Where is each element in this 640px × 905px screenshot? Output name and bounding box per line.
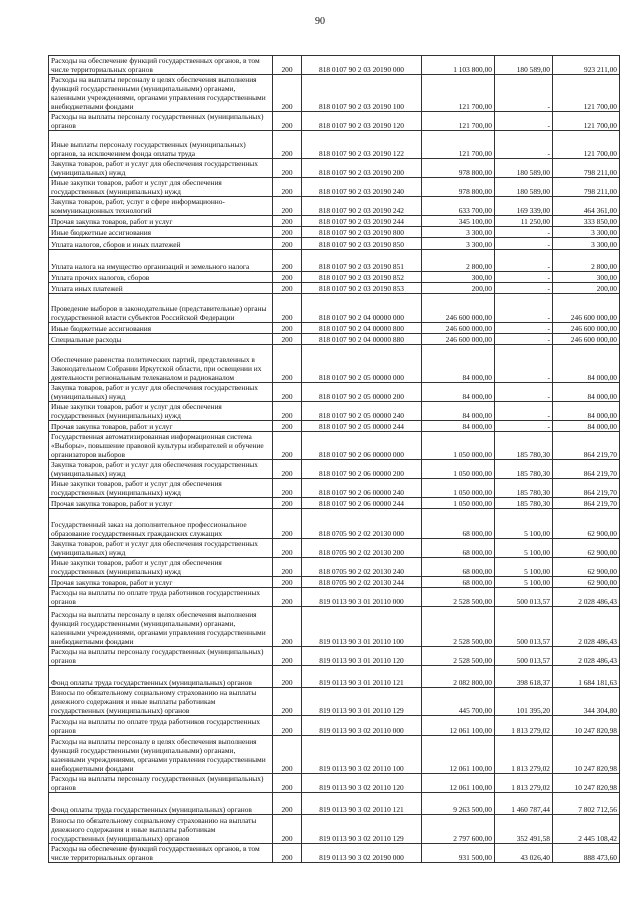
row-unexecuted-amount: 864 219,70 [553, 479, 620, 498]
table-row [49, 178, 620, 197]
row-approved-amount: 3 300,00 [422, 238, 495, 250]
row-name: Иные закупки товаров, работ и услуг для обеспечения государственных (муниципальных) нужд [49, 558, 273, 577]
row-name: Фонд оплаты труда государственных (муниципальных) органов [49, 793, 273, 815]
table-row [49, 688, 620, 716]
table-row [49, 402, 620, 421]
row-executed-amount: - [495, 112, 553, 131]
row-name: Прочая закупка товаров, работ и услуг [49, 498, 273, 509]
row-approved-amount: 12 061 100,00 [422, 716, 495, 736]
row-name: Взносы по обязательному социальному страхованию на выплаты денежного содержания и иные выплаты работникам государственных (муниципальных) органов [49, 815, 273, 844]
table-row [49, 479, 620, 498]
row-name: Уплата налога на имущество организаций и земельного налога [49, 250, 273, 272]
row-line-code: 200 [273, 432, 302, 460]
row-unexecuted-amount: 864 219,70 [553, 460, 620, 479]
row-classification-code: 818 0107 90 2 05 00000 244 [302, 421, 422, 432]
table-row [49, 498, 620, 509]
row-approved-amount: 2 082 800,00 [422, 666, 495, 688]
row-classification-code: 818 0107 90 2 03 20190 122 [302, 131, 422, 159]
row-line-code: 200 [273, 716, 302, 736]
row-line-code: 200 [273, 402, 302, 421]
row-executed-amount: - [495, 238, 553, 250]
row-executed-amount: - [495, 283, 553, 294]
row-approved-amount: 445 700,00 [422, 688, 495, 716]
row-name: Проведение выборов в законодательные (представительные) органы государственной власти субъектов Российской Федерации [49, 294, 273, 323]
row-line-code: 200 [273, 666, 302, 688]
row-classification-code: 819 0113 90 3 01 20110 000 [302, 588, 422, 607]
row-approved-amount: 121 700,00 [422, 75, 495, 112]
table-row [49, 736, 620, 774]
row-unexecuted-amount: 2 445 108,42 [553, 815, 620, 844]
table-row [49, 197, 620, 216]
table-row [49, 421, 620, 432]
row-name: Уплата иных платежей [49, 283, 273, 294]
row-line-code: 200 [273, 131, 302, 159]
row-executed-amount: 5 100,00 [495, 558, 553, 577]
row-line-code: 200 [273, 250, 302, 272]
table-row [49, 334, 620, 345]
row-unexecuted-amount: 10 247 820,98 [553, 774, 620, 793]
row-name: Иные закупки товаров, работ и услуг для обеспечения государственных (муниципальных) нужд [49, 178, 273, 197]
row-line-code: 200 [273, 159, 302, 178]
row-approved-amount: 1 050 000,00 [422, 432, 495, 460]
row-executed-amount: - [495, 227, 553, 238]
row-name: Расходы на выплаты по оплате труда работников государственных органов [49, 588, 273, 607]
table-row [49, 216, 620, 227]
row-line-code: 200 [273, 345, 302, 383]
row-name: Государственный заказ на дополнительное профессиональное образование государственных гражданских служащих [49, 509, 273, 539]
row-classification-code: 818 0107 90 2 05 00000 000 [302, 345, 422, 383]
row-classification-code: 818 0107 90 2 06 00000 240 [302, 479, 422, 498]
row-classification-code: 818 0107 90 2 03 20190 852 [302, 272, 422, 283]
row-name: Прочая закупка товаров, работ и услуг [49, 421, 273, 432]
row-approved-amount: 84 000,00 [422, 345, 495, 383]
row-classification-code: 818 0107 90 2 03 20190 853 [302, 283, 422, 294]
row-approved-amount: 200,00 [422, 283, 495, 294]
row-unexecuted-amount: 888 473,60 [553, 844, 620, 863]
row-line-code: 200 [273, 815, 302, 844]
row-classification-code: 818 0107 90 2 03 20190 242 [302, 197, 422, 216]
row-name: Расходы на выплаты персоналу в целях обеспечения выполнения функций государственными (муниципальными) органами, казенными учреждениями, органами управления государственными внебюджетными фондами [49, 607, 273, 647]
row-unexecuted-amount: 84 000,00 [553, 421, 620, 432]
row-line-code: 200 [273, 75, 302, 112]
row-classification-code: 819 0113 90 3 02 20110 000 [302, 716, 422, 736]
row-approved-amount: 2 797 600,00 [422, 815, 495, 844]
row-approved-amount: 12 061 100,00 [422, 774, 495, 793]
row-executed-amount: 398 618,37 [495, 666, 553, 688]
row-line-code: 200 [273, 294, 302, 323]
row-approved-amount: 246 600 000,00 [422, 294, 495, 323]
row-classification-code: 818 0107 90 2 03 20190 800 [302, 227, 422, 238]
row-approved-amount: 84 000,00 [422, 421, 495, 432]
row-line-code: 200 [273, 56, 302, 75]
row-executed-amount: 1 813 279,02 [495, 716, 553, 736]
table-row [49, 238, 620, 250]
row-name: Иные выплаты персоналу государственных (муниципальных) органов, за исключением фонда оплаты труда [49, 131, 273, 159]
row-classification-code: 818 0107 90 2 06 00000 000 [302, 432, 422, 460]
row-executed-amount: 5 100,00 [495, 539, 553, 558]
row-classification-code: 818 0107 90 2 03 20190 244 [302, 216, 422, 227]
row-unexecuted-amount: 3 300,00 [553, 227, 620, 238]
row-classification-code: 818 0107 90 2 06 00000 200 [302, 460, 422, 479]
row-name: Прочая закупка товаров, работ и услуг [49, 216, 273, 227]
row-unexecuted-amount: 10 247 820,98 [553, 736, 620, 774]
row-executed-amount: 5 100,00 [495, 577, 553, 588]
table-row [49, 539, 620, 558]
row-unexecuted-amount: 62 900,00 [553, 558, 620, 577]
row-unexecuted-amount: 2 800,00 [553, 250, 620, 272]
row-unexecuted-amount: 923 211,00 [553, 56, 620, 75]
row-unexecuted-amount: 62 900,00 [553, 509, 620, 539]
table-row [49, 793, 620, 815]
row-executed-amount: 185 780,30 [495, 479, 553, 498]
table-row [49, 250, 620, 272]
row-line-code: 200 [273, 736, 302, 774]
table-row [49, 432, 620, 460]
row-approved-amount: 2 528 500,00 [422, 588, 495, 607]
row-executed-amount: - [495, 383, 553, 402]
row-name: Иные закупки товаров, работ и услуг для обеспечения государственных (муниципальных) нужд [49, 479, 273, 498]
row-classification-code: 818 0107 90 2 03 20190 000 [302, 56, 422, 75]
row-line-code: 200 [273, 588, 302, 607]
row-name: Закупка товаров, работ и услуг для обеспечения государственных (муниципальных) нужд [49, 460, 273, 479]
row-classification-code: 818 0107 90 2 04 00000 000 [302, 294, 422, 323]
row-approved-amount: 2 528 500,00 [422, 607, 495, 647]
row-classification-code: 818 0107 90 2 03 20190 851 [302, 250, 422, 272]
row-executed-amount: 185 780,30 [495, 460, 553, 479]
table-row [49, 716, 620, 736]
row-name: Государственная автоматизированная информационная система «Выборы», повышение правовой культуры избирателей и обучение организаторов выборов [49, 432, 273, 460]
row-classification-code: 819 0113 90 3 02 20110 100 [302, 736, 422, 774]
row-approved-amount: 931 500,00 [422, 844, 495, 863]
row-classification-code: 819 0113 90 3 01 20110 120 [302, 647, 422, 666]
row-unexecuted-amount: 2 028 486,43 [553, 647, 620, 666]
row-approved-amount: 633 700,00 [422, 197, 495, 216]
row-approved-amount: 246 600 000,00 [422, 334, 495, 345]
row-approved-amount: 68 000,00 [422, 539, 495, 558]
row-approved-amount: 12 061 100,00 [422, 736, 495, 774]
row-approved-amount: 68 000,00 [422, 558, 495, 577]
row-approved-amount: 2 528 500,00 [422, 647, 495, 666]
row-approved-amount: 978 800,00 [422, 178, 495, 197]
row-line-code: 200 [273, 227, 302, 238]
row-line-code: 200 [273, 774, 302, 793]
row-name: Расходы на выплаты персоналу государственных (муниципальных) органов [49, 774, 273, 793]
table-row [49, 577, 620, 588]
row-approved-amount: 84 000,00 [422, 402, 495, 421]
row-name: Расходы на выплаты персоналу в целях обеспечения выполнения функций государственными (муниципальными) органами, казенными учреждениями, органами управления государственными внебюджетными фондами [49, 736, 273, 774]
table-row [49, 844, 620, 863]
row-approved-amount: 1 050 000,00 [422, 460, 495, 479]
row-executed-amount: - [495, 421, 553, 432]
row-classification-code: 819 0113 90 3 02 20110 129 [302, 815, 422, 844]
table-row [49, 774, 620, 793]
row-name: Закупка товаров, работ и услуг для обеспечения государственных (муниципальных) нужд [49, 383, 273, 402]
row-classification-code: 819 0113 90 3 02 20190 000 [302, 844, 422, 863]
row-classification-code: 818 0705 90 2 02 20130 244 [302, 577, 422, 588]
row-executed-amount: - [495, 272, 553, 283]
row-line-code: 200 [273, 112, 302, 131]
row-classification-code: 819 0113 90 3 02 20110 120 [302, 774, 422, 793]
row-line-code: 200 [273, 283, 302, 294]
row-unexecuted-amount: 2 028 486,43 [553, 607, 620, 647]
row-line-code: 200 [273, 647, 302, 666]
row-line-code: 200 [273, 197, 302, 216]
row-executed-amount: - [495, 334, 553, 345]
row-executed-amount: - [495, 75, 553, 112]
row-approved-amount: 1 050 000,00 [422, 498, 495, 509]
row-executed-amount: 500 013,57 [495, 588, 553, 607]
row-executed-amount: 180 589,00 [495, 159, 553, 178]
row-classification-code: 818 0705 90 2 02 20130 240 [302, 558, 422, 577]
row-approved-amount: 300,00 [422, 272, 495, 283]
row-name: Расходы на выплаты персоналу государственных (муниципальных) органов [49, 112, 273, 131]
row-executed-amount: 1 813 279,02 [495, 736, 553, 774]
row-line-code: 200 [273, 498, 302, 509]
table-row [49, 666, 620, 688]
row-unexecuted-amount: 246 600 000,00 [553, 334, 620, 345]
row-unexecuted-amount: 333 850,00 [553, 216, 620, 227]
row-unexecuted-amount: 121 700,00 [553, 131, 620, 159]
row-name: Взносы по обязательному социальному страхованию на выплаты денежного содержания и иные выплаты работникам государственных (муниципальных) органов [49, 688, 273, 716]
row-line-code: 200 [273, 272, 302, 283]
row-name: Закупка товаров, работ, услуг в сфере информационно-коммуникационных технологий [49, 197, 273, 216]
table-row [49, 75, 620, 112]
row-approved-amount: 121 700,00 [422, 112, 495, 131]
row-approved-amount: 246 600 000,00 [422, 323, 495, 334]
table-row [49, 460, 620, 479]
row-executed-amount: 5 100,00 [495, 509, 553, 539]
row-classification-code: 818 0107 90 2 03 20190 120 [302, 112, 422, 131]
row-approved-amount: 345 100,00 [422, 216, 495, 227]
row-classification-code: 818 0107 90 2 05 00000 200 [302, 383, 422, 402]
row-classification-code: 819 0113 90 3 01 20110 121 [302, 666, 422, 688]
row-line-code: 200 [273, 383, 302, 402]
row-executed-amount: 185 780,30 [495, 432, 553, 460]
table-row [49, 227, 620, 238]
row-unexecuted-amount: 2 028 486,43 [553, 588, 620, 607]
row-line-code: 200 [273, 334, 302, 345]
row-line-code: 200 [273, 323, 302, 334]
row-name: Расходы на обеспечение функций государственных органов, в том числе территориальных органов [49, 56, 273, 75]
row-name: Закупка товаров, работ и услуг для обеспечения государственных (муниципальных) нужд [49, 539, 273, 558]
row-unexecuted-amount: 200,00 [553, 283, 620, 294]
row-name: Фонд оплаты труда государственных (муниципальных) органов [49, 666, 273, 688]
row-line-code: 200 [273, 479, 302, 498]
row-line-code: 200 [273, 216, 302, 227]
row-name: Обеспечение равенства политических партий, представленных в Законодательном Собрании Иркутской области, при освещении их деятельности региональным телеканалом и радиоканалом [49, 345, 273, 383]
row-classification-code: 818 0107 90 2 06 00000 244 [302, 498, 422, 509]
row-line-code: 200 [273, 178, 302, 197]
table-row [49, 112, 620, 131]
table-row [49, 131, 620, 159]
table-row [49, 647, 620, 666]
row-approved-amount: 68 000,00 [422, 509, 495, 539]
row-executed-amount: 352 491,58 [495, 815, 553, 844]
row-line-code: 200 [273, 460, 302, 479]
row-unexecuted-amount: 7 802 712,56 [553, 793, 620, 815]
row-classification-code: 818 0705 90 2 02 20130 000 [302, 509, 422, 539]
row-unexecuted-amount: 62 900,00 [553, 577, 620, 588]
row-unexecuted-amount: 246 600 000,00 [553, 323, 620, 334]
row-name: Специальные расходы [49, 334, 273, 345]
row-unexecuted-amount: 84 000,00 [553, 383, 620, 402]
row-executed-amount: 11 250,00 [495, 216, 553, 227]
row-unexecuted-amount: 798 211,00 [553, 178, 620, 197]
table-row [49, 558, 620, 577]
row-name: Расходы на выплаты персоналу государственных (муниципальных) органов [49, 647, 273, 666]
table-row [49, 323, 620, 334]
table-row [49, 383, 620, 402]
row-classification-code: 818 0107 90 2 03 20190 100 [302, 75, 422, 112]
table-row [49, 815, 620, 844]
row-line-code: 200 [273, 539, 302, 558]
table-row [49, 56, 620, 75]
row-line-code: 200 [273, 509, 302, 539]
row-executed-amount: - [495, 294, 553, 323]
row-approved-amount: 2 800,00 [422, 250, 495, 272]
table-row [49, 294, 620, 323]
row-name: Закупка товаров, работ и услуг для обеспечения государственных (муниципальных) нужд [49, 159, 273, 178]
row-executed-amount: 101 395,20 [495, 688, 553, 716]
row-name: Уплата прочих налогов, сборов [49, 272, 273, 283]
table-row [49, 607, 620, 647]
table-row [49, 283, 620, 294]
table-row [49, 509, 620, 539]
row-line-code: 200 [273, 607, 302, 647]
page-number: 90 [315, 16, 325, 27]
row-line-code: 200 [273, 238, 302, 250]
row-executed-amount: 43 026,40 [495, 844, 553, 863]
row-executed-amount: - [495, 250, 553, 272]
row-executed-amount: 1 813 279,02 [495, 774, 553, 793]
row-unexecuted-amount: 344 304,80 [553, 688, 620, 716]
row-classification-code: 818 0107 90 2 03 20190 200 [302, 159, 422, 178]
row-name: Иные бюджетные ассигнования [49, 227, 273, 238]
row-line-code: 200 [273, 558, 302, 577]
table-row [49, 345, 620, 383]
row-classification-code: 818 0107 90 2 03 20190 850 [302, 238, 422, 250]
row-unexecuted-amount: 84 000,00 [553, 402, 620, 421]
row-classification-code: 818 0705 90 2 02 20130 200 [302, 539, 422, 558]
budget-execution-table [48, 55, 620, 863]
row-name: Расходы на выплаты персоналу в целях обеспечения выполнения функций государственными (муниципальными) органами, казенными учреждениями, органами управления государственными внебюджетными фондами [49, 75, 273, 112]
row-classification-code: 818 0107 90 2 04 00000 880 [302, 334, 422, 345]
row-name: Иные закупки товаров, работ и услуг для обеспечения государственных (муниципальных) нужд [49, 402, 273, 421]
row-unexecuted-amount: 121 700,00 [553, 75, 620, 112]
row-executed-amount: 169 339,00 [495, 197, 553, 216]
row-classification-code: 819 0113 90 3 02 20110 121 [302, 793, 422, 815]
table-row [49, 588, 620, 607]
row-approved-amount: 9 263 500,00 [422, 793, 495, 815]
row-classification-code: 818 0107 90 2 04 00000 800 [302, 323, 422, 334]
row-name: Расходы на выплаты по оплате труда работников государственных органов [49, 716, 273, 736]
row-unexecuted-amount: 84 000,00 [553, 345, 620, 383]
row-approved-amount: 1 103 800,00 [422, 56, 495, 75]
row-unexecuted-amount: 62 900,00 [553, 539, 620, 558]
row-unexecuted-amount: 798 211,00 [553, 159, 620, 178]
row-approved-amount: 978 800,00 [422, 159, 495, 178]
row-unexecuted-amount: 246 600 000,00 [553, 294, 620, 323]
row-unexecuted-amount: 1 684 181,63 [553, 666, 620, 688]
row-unexecuted-amount: 464 361,00 [553, 197, 620, 216]
row-classification-code: 818 0107 90 2 03 20190 240 [302, 178, 422, 197]
row-name: Прочая закупка товаров, работ и услуг [49, 577, 273, 588]
row-approved-amount: 84 000,00 [422, 383, 495, 402]
row-classification-code: 818 0107 90 2 05 00000 240 [302, 402, 422, 421]
row-executed-amount: 1 460 787,44 [495, 793, 553, 815]
row-executed-amount: 500 013,57 [495, 647, 553, 666]
row-executed-amount: - [495, 131, 553, 159]
row-unexecuted-amount: 864 219,70 [553, 498, 620, 509]
row-approved-amount: 3 300,00 [422, 227, 495, 238]
row-approved-amount: 121 700,00 [422, 131, 495, 159]
row-line-code: 200 [273, 421, 302, 432]
row-line-code: 200 [273, 577, 302, 588]
row-executed-amount: - [495, 323, 553, 334]
row-executed-amount: 180 589,00 [495, 178, 553, 197]
row-unexecuted-amount: 300,00 [553, 272, 620, 283]
row-unexecuted-amount: 864 219,70 [553, 432, 620, 460]
row-executed-amount: - [495, 345, 553, 383]
row-line-code: 200 [273, 688, 302, 716]
row-approved-amount: 68 000,00 [422, 577, 495, 588]
row-unexecuted-amount: 121 700,00 [553, 112, 620, 131]
row-classification-code: 819 0113 90 3 01 20110 100 [302, 607, 422, 647]
row-executed-amount: 180 589,00 [495, 56, 553, 75]
row-line-code: 200 [273, 844, 302, 863]
row-approved-amount: 1 050 000,00 [422, 479, 495, 498]
row-name: Уплата налогов, сборов и иных платежей [49, 238, 273, 250]
row-unexecuted-amount: 10 247 820,98 [553, 716, 620, 736]
table-row [49, 272, 620, 283]
row-executed-amount: - [495, 402, 553, 421]
table-row [49, 159, 620, 178]
row-name: Иные бюджетные ассигнования [49, 323, 273, 334]
row-executed-amount: 500 013,57 [495, 607, 553, 647]
row-line-code: 200 [273, 793, 302, 815]
row-unexecuted-amount: 3 300,00 [553, 238, 620, 250]
row-classification-code: 819 0113 90 3 01 20110 129 [302, 688, 422, 716]
row-name: Расходы на обеспечение функций государственных органов, в том числе территориальных органов [49, 844, 273, 863]
row-executed-amount: 185 780,30 [495, 498, 553, 509]
